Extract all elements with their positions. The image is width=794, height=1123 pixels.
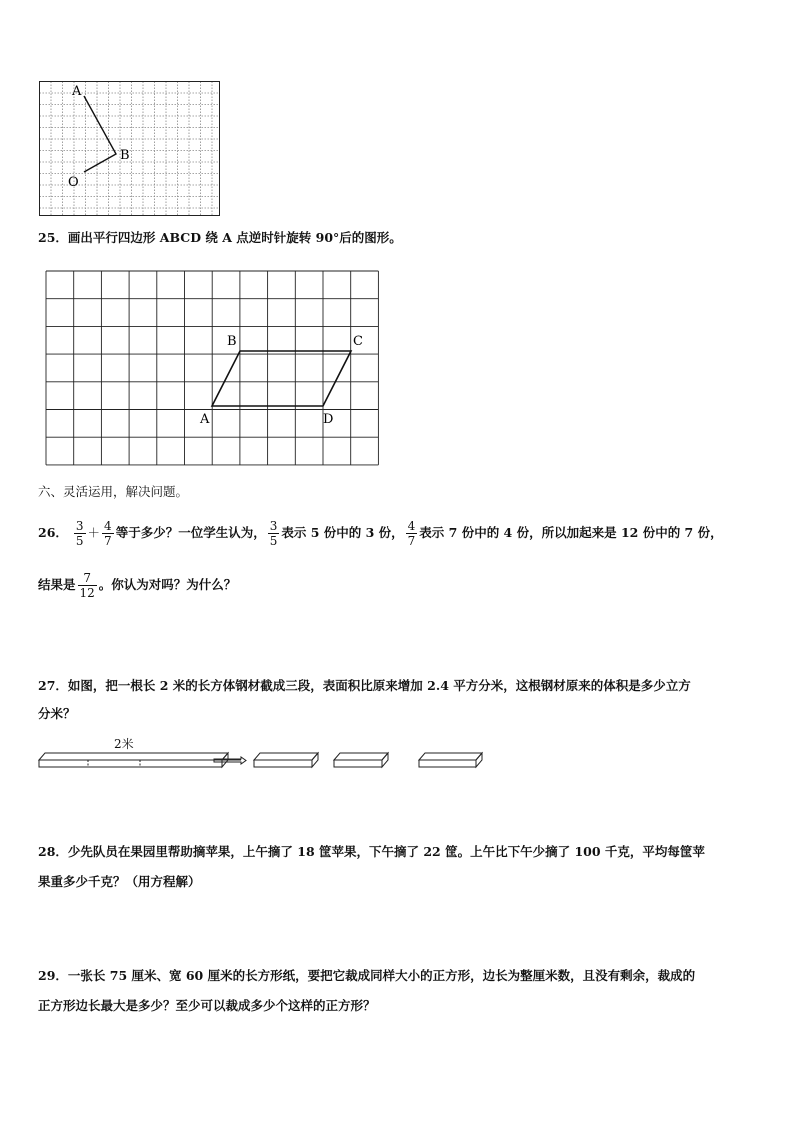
label-c: C — [353, 334, 363, 349]
label-b: B — [227, 334, 237, 349]
question-text: 画出平行四边形 ABCD 绕 A 点逆时针旋转 90°后的图形。 — [67, 230, 402, 245]
triangle-grid-figure — [38, 80, 222, 220]
question-27-line-1: 27．如图，把一根长 2 米的长方体钢材截成三段，表面积比原来增加 2.4 平方分米，这根钢材原来的体积是多少立方 — [38, 678, 691, 693]
label-a: A — [200, 412, 210, 427]
fraction-3-5: $\frac{3}{5}$ — [75, 519, 84, 548]
question-number: 27． — [38, 678, 68, 693]
piece-2 — [334, 760, 382, 767]
label-b: B — [120, 148, 130, 163]
triangle-aob — [84, 96, 116, 172]
question-number: 26． — [38, 525, 68, 540]
section-6-title: 六、灵活运用，解决问题。 — [38, 484, 189, 499]
fraction-7-12: $\frac{7}{12}$ — [79, 571, 95, 600]
question-number: 28． — [38, 844, 68, 859]
piece-3 — [419, 760, 476, 767]
label-o: O — [68, 175, 79, 190]
square-grid — [46, 271, 378, 465]
question-number: 29． — [38, 968, 68, 983]
question-29-line-1: 29．一张长 75 厘米、宽 60 厘米的长方形纸，要把它裁成同样大小的正方形，边长为整厘米数，且没有剩余，裁成的 — [38, 968, 696, 983]
piece-1 — [254, 760, 312, 767]
parallelogram-grid-figure — [40, 268, 385, 468]
steel-bar-figure — [36, 736, 486, 772]
long-bar-front — [39, 760, 222, 767]
label-a: A — [72, 84, 82, 99]
fraction-4-7: $\frac{4}{7}$ — [104, 519, 112, 548]
question-28-line-2: 果重多少千克？（用方程解） — [38, 874, 201, 889]
label-d: D — [323, 412, 334, 427]
fraction-4-7-b: $\frac{4}{7}$ — [407, 519, 416, 548]
long-bar-top — [39, 753, 228, 760]
fraction-3-5-b: $\frac{3}{5}$ — [269, 519, 278, 548]
question-25 — [38, 228, 402, 248]
question-26-line-1: 26． $\frac{3}{5}$ ＋ $\frac{4}{7}$ 等于多少？一位学生认为， $\frac{3}{5}$ 表示 5 份中的 3 份， $\frac{4}{7}$ 表示 7 份中的 4 份，所以加起来是 12 份中的 7 份， — [38, 519, 723, 548]
question-28-line-1: 28．少先队员在果园里帮助摘苹果，上午摘了 18 筐苹果，下午摘了 22 筐。上午比下午少摘了 100 千克，平均每筐苹 — [38, 844, 705, 859]
question-26-line-2: 结果是 $\frac{7}{12}$ 。你认为对吗？为什么？ — [38, 571, 237, 600]
parallelogram-abcd — [212, 351, 351, 406]
question-27-line-2: 分米？ — [38, 706, 76, 721]
plus-sign: ＋ — [87, 525, 101, 540]
length-label: 2米 — [114, 737, 134, 751]
question-number: 25． — [38, 230, 68, 245]
question-29-line-2: 正方形边长最大是多少？至少可以裁成多少个这样的正方形？ — [38, 998, 376, 1013]
